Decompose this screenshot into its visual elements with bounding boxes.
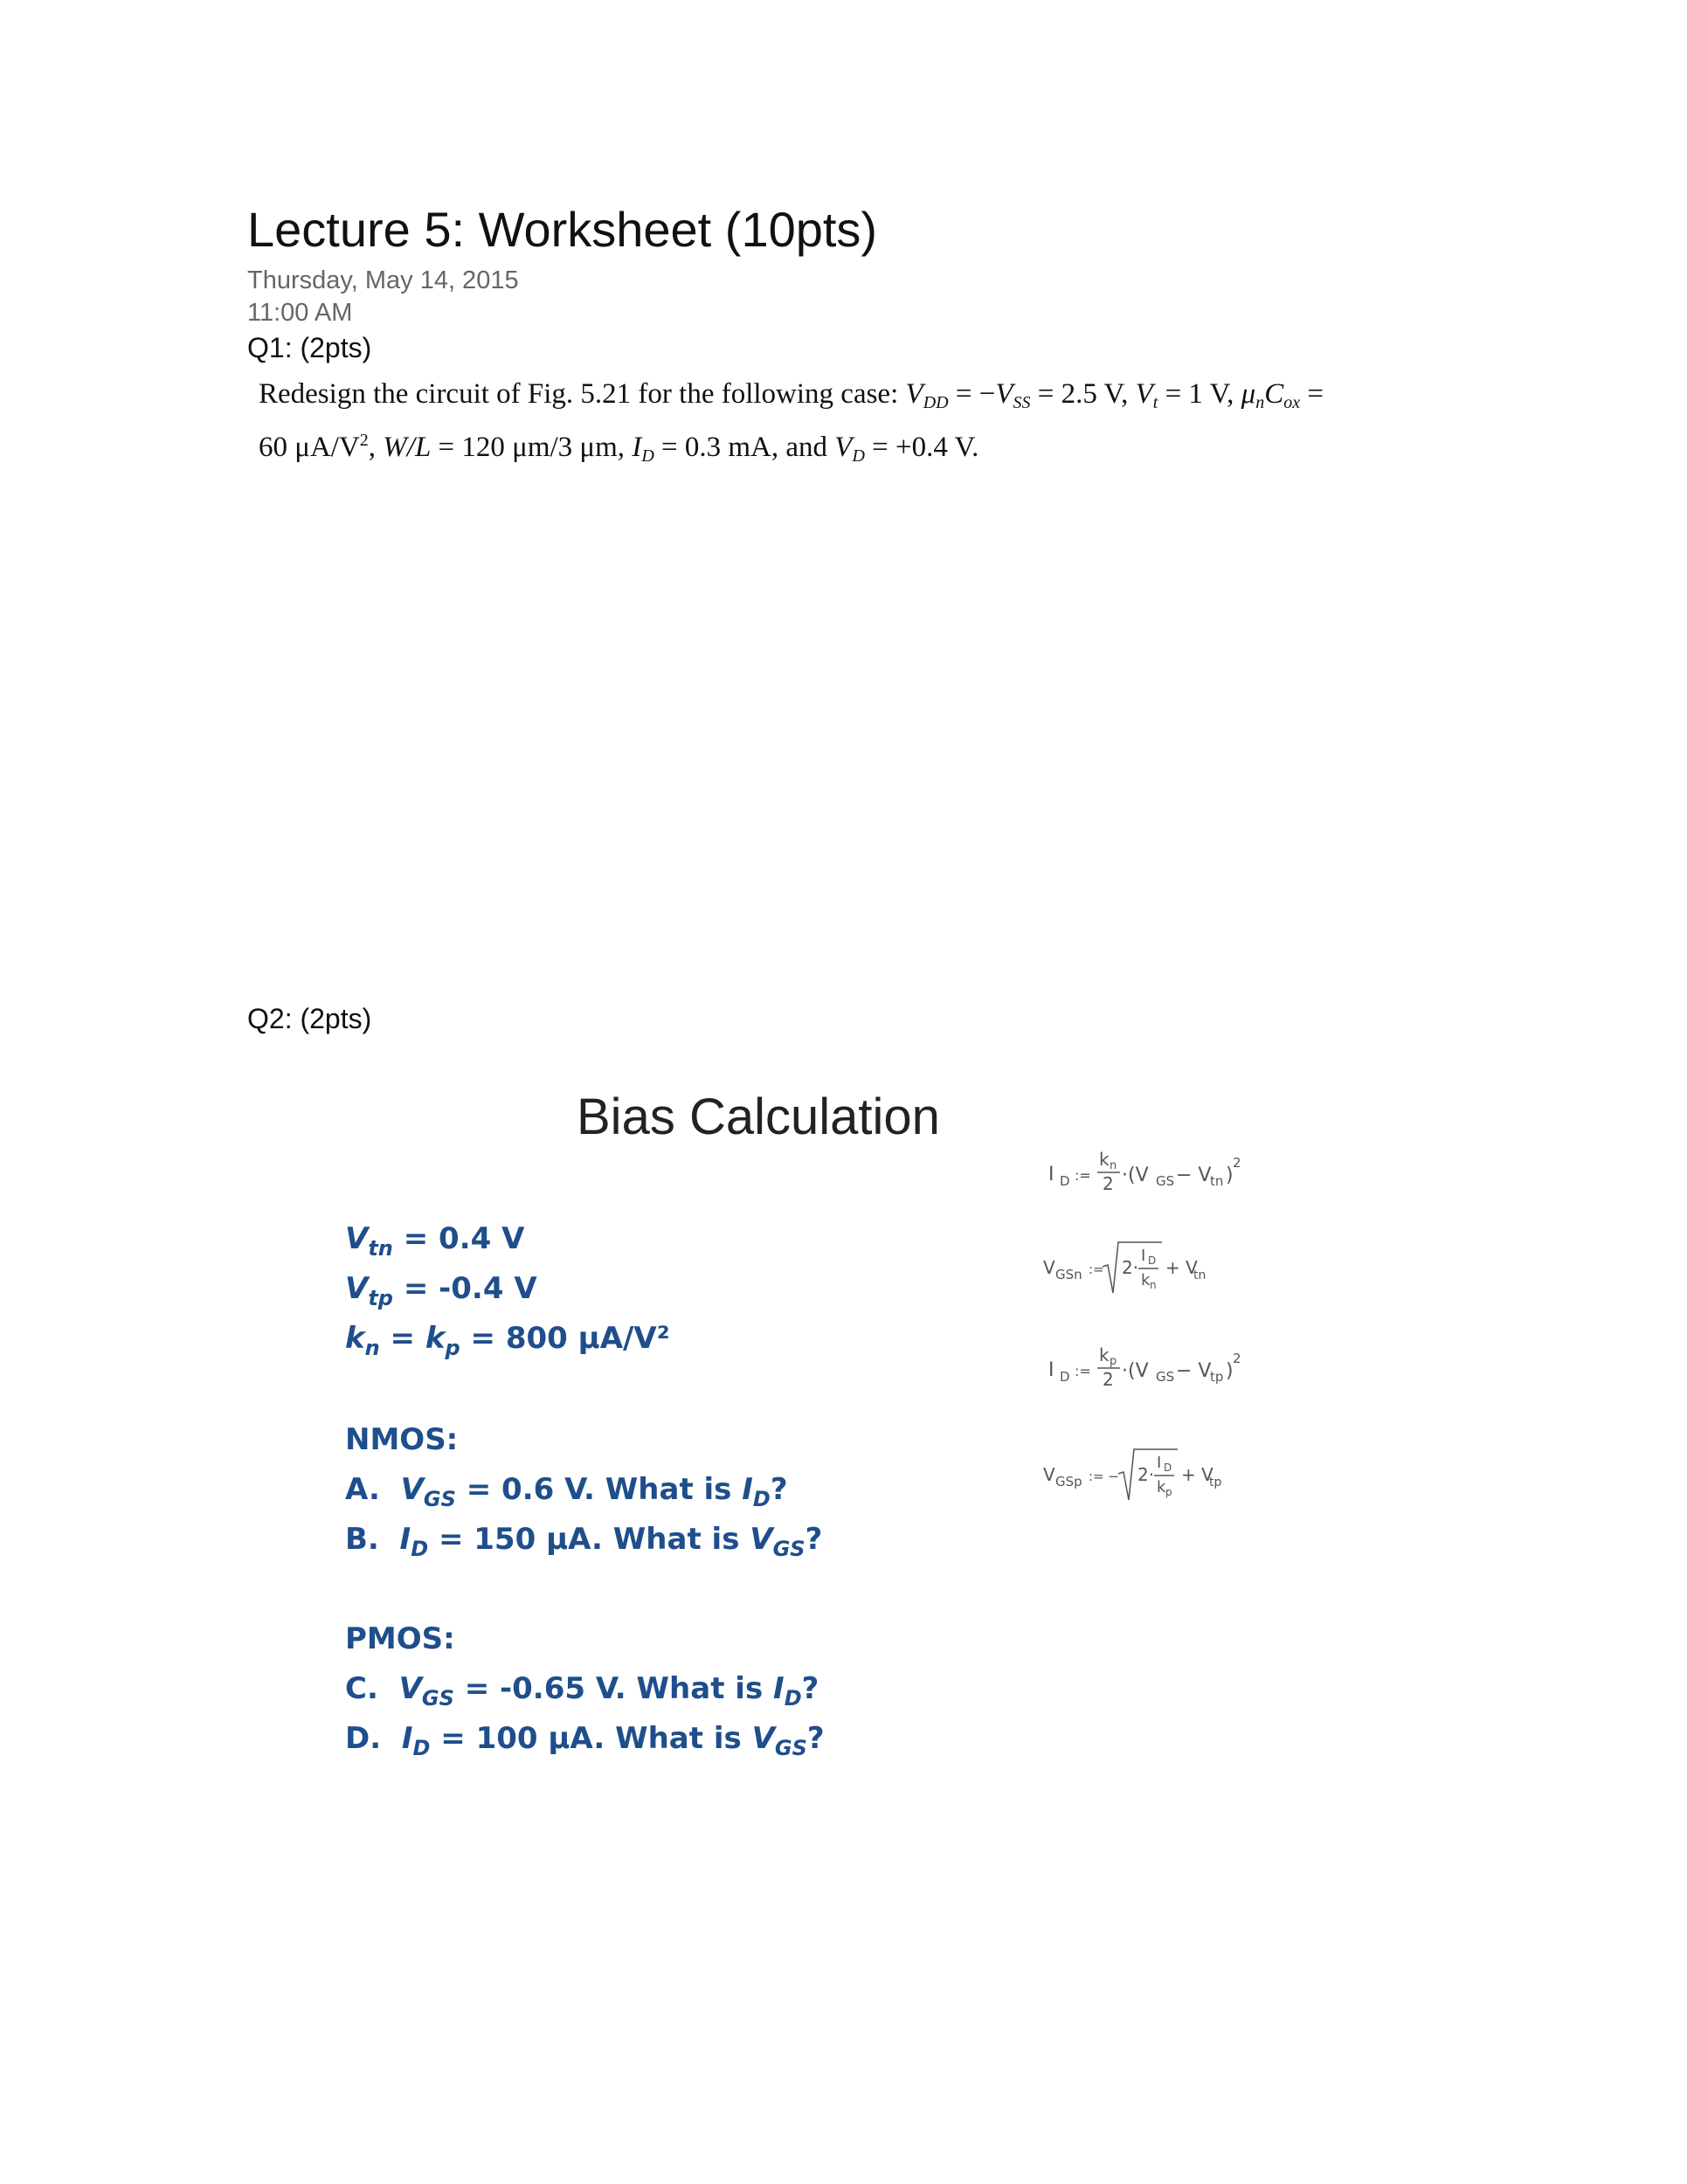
svg-text:n: n [1150,1279,1157,1291]
svg-text:D: D [1164,1462,1172,1474]
formula-vgs-nmos [1043,1242,1206,1293]
svg-text:p: p [1165,1486,1172,1498]
svg-text:2: 2 [1103,1173,1114,1194]
svg-text:I: I [1048,1164,1054,1185]
svg-text:2: 2 [1233,1155,1241,1171]
svg-text:k: k [1141,1271,1151,1289]
page-date: Thursday, May 14, 2015 [247,266,519,294]
svg-text:D: D [1148,1254,1157,1267]
formula-vgs-pmos [1043,1449,1221,1500]
svg-text:I: I [1141,1247,1146,1265]
svg-text:+ V: + V [1165,1257,1198,1278]
q1-label: Q1: (2pts) [247,332,372,363]
nmos-question-b: B. $I_D = 150$ μA. What is $V_{GS}$? [345,1522,823,1561]
svg-text:V: V [1043,1464,1055,1485]
pmos-label: PMOS: [345,1621,455,1656]
svg-text:GS: GS [1156,1369,1175,1385]
formula-id-pmos [1048,1344,1241,1390]
svg-text:k: k [1099,1344,1110,1365]
svg-text:− V: − V [1176,1360,1212,1382]
pmos-question-c: C. $V_{GS} = -0.65$ V. What is $I_D$? [345,1671,819,1711]
param-k: $k_n = k_p = 800$ μA/V² [345,1321,670,1360]
svg-text:GS: GS [1156,1173,1175,1189]
nmos-question-a: A. $V_{GS} = 0.6$ V. What is $I_D$? [345,1472,788,1511]
svg-text:GSn: GSn [1055,1267,1082,1282]
svg-text:tn: tn [1193,1268,1206,1282]
svg-text:k: k [1157,1478,1166,1496]
svg-text:): ) [1226,1165,1234,1186]
svg-text::=: := [1089,1261,1104,1277]
param-vtn: $V_{tn} = 0.4$ V [345,1221,525,1261]
param-vtp: $V_{tp} = -0.4$ V [345,1271,537,1310]
q1-line-2: 60 $\mu A/V^2$, W/L = 120 μm/3 μm, $I_D = 0.3$ mA, and $V_D = +0.4$ V. [259,431,979,466]
svg-text:2: 2 [1233,1351,1241,1366]
svg-text:p: p [1110,1355,1117,1368]
svg-text:2·: 2· [1122,1257,1139,1278]
svg-text:tn: tn [1210,1173,1224,1189]
nmos-label: NMOS: [345,1422,459,1457]
svg-text:k: k [1099,1149,1110,1170]
q1-problem-text [259,376,1447,475]
q2-label: Q2: (2pts) [247,1003,372,1034]
svg-text:2·: 2· [1137,1464,1155,1485]
nmos-formulas [1031,1127,1293,1511]
svg-text:2: 2 [1103,1369,1114,1390]
svg-text:D: D [1060,1369,1070,1385]
svg-text:I: I [1157,1454,1162,1472]
svg-text:+ V: + V [1181,1464,1213,1485]
pmos-question-d: D. $I_D = 100$ μA. What is $V_{GS}$? [345,1721,825,1760]
page-title: Lecture 5: Worksheet (10pts) [247,202,878,257]
svg-text:tp: tp [1210,1369,1224,1385]
page-time: 11:00 AM [247,299,353,327]
formula-id-nmos [1048,1149,1241,1194]
svg-text::=: := [1075,1167,1091,1184]
q1-line-1: Redesign the circuit of Fig. 5.21 for the following case: $V_{DD} = -V_{SS} = 2.5$ V, $V_t = 1$ V, $\mu_nC_{ox}$ = [259,378,1324,412]
svg-text:I: I [1048,1359,1054,1381]
svg-text:): ) [1226,1360,1234,1382]
svg-text:− V: − V [1176,1165,1212,1186]
slide-title: Bias Calculation [577,1089,940,1145]
svg-text::=: := [1075,1363,1091,1379]
svg-text:D: D [1060,1173,1070,1189]
svg-text:·(V: ·(V [1122,1360,1149,1382]
svg-text:V: V [1043,1257,1055,1278]
svg-text:n: n [1110,1159,1117,1172]
svg-text:tp: tp [1209,1476,1222,1489]
svg-text:GSp: GSp [1055,1474,1082,1489]
svg-text::= −: := − [1089,1469,1119,1484]
svg-text:·(V: ·(V [1122,1165,1149,1186]
